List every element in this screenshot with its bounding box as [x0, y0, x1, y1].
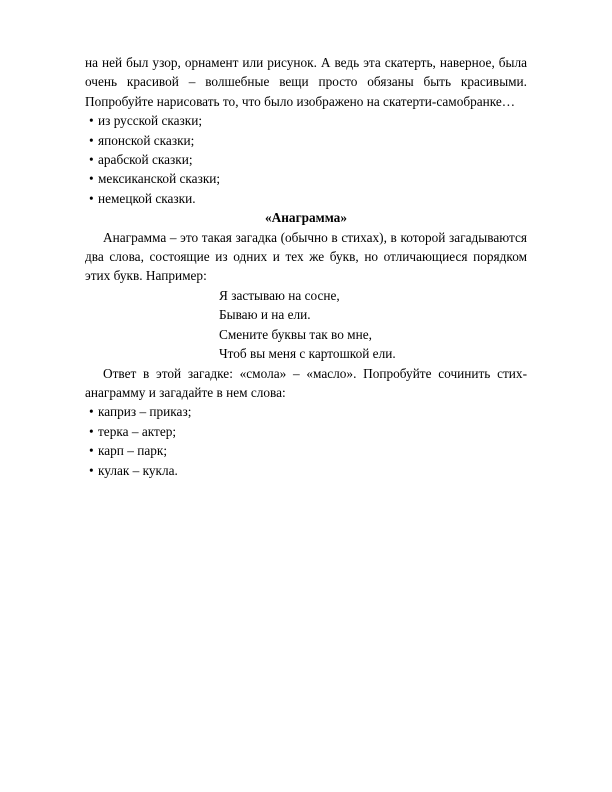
bullet-icon: • — [89, 443, 94, 459]
page-content — [85, 53, 527, 480]
bullet-icon: • — [89, 404, 94, 420]
list-item — [85, 150, 527, 169]
definition-paragraph — [85, 228, 527, 286]
bullet-icon: • — [89, 190, 94, 206]
poem-line: Бываю и на ели. — [219, 307, 311, 323]
list-item-text: немецкой сказки. — [98, 190, 196, 206]
answer-line-1: Ответ в этой загадке: «смола» – «масло». Попробуйте сочинить стих- — [103, 365, 527, 381]
intro-line-2: очень красивой – волшебные вещи просто обязаны быть красивыми. Попробуйте — [85, 74, 527, 109]
list-item-text: терка – актер; — [98, 423, 177, 439]
list-item-text: мексиканской сказки; — [98, 171, 221, 187]
bullet-icon: • — [89, 423, 94, 439]
intro-line-1: на ней был узор, орнамент или рисунок. А ведь эта скатерть, наверное, была — [85, 55, 527, 70]
list-item-text: каприз – приказ; — [98, 404, 192, 420]
intro-line-3: нарисовать то, что было изображено на скатерти-самобранке… — [156, 93, 516, 109]
poem-line: Я застываю на сосне, — [219, 287, 340, 303]
list-item-text: карп – парк; — [98, 443, 168, 459]
list-item — [85, 402, 527, 421]
list-item-text: арабской сказки; — [98, 152, 193, 168]
definition-line-3: Например: — [145, 268, 207, 284]
bullet-icon: • — [89, 132, 94, 148]
bullet-icon: • — [89, 152, 94, 168]
poem-line: Чтоб вы меня с картошкой ели. — [219, 346, 396, 362]
definition-line-1: Анаграмма – это такая загадка (обычно в стихах), в которой загадываются два — [85, 229, 527, 265]
list-item-text: кулак – кукла. — [98, 462, 178, 478]
poem-block — [219, 286, 527, 364]
answer-paragraph — [85, 364, 527, 403]
list-item — [85, 111, 527, 130]
list-item — [85, 131, 527, 150]
list-item — [85, 169, 527, 188]
list-item-text: японской сказки; — [98, 132, 195, 148]
intro-paragraph — [85, 53, 527, 111]
section-heading: «Анаграмма» — [265, 210, 347, 226]
list-item — [85, 461, 527, 480]
bullet-icon: • — [89, 113, 94, 129]
poem-line: Смените буквы так во мне, — [219, 326, 372, 342]
anagram-list — [85, 402, 527, 480]
answer-line-2: анаграмму и загадайте в нем слова: — [85, 384, 286, 400]
definition-line-2: слова, состоящие из одних и тех же букв, но отличающиеся порядком этих букв. — [85, 249, 527, 284]
list-item — [85, 189, 527, 208]
bullet-icon: • — [89, 171, 94, 187]
list-item-text: из русской сказки; — [98, 113, 203, 129]
list-item — [85, 422, 527, 441]
tales-list — [85, 111, 527, 208]
list-item — [85, 441, 527, 460]
bullet-icon: • — [89, 462, 94, 478]
